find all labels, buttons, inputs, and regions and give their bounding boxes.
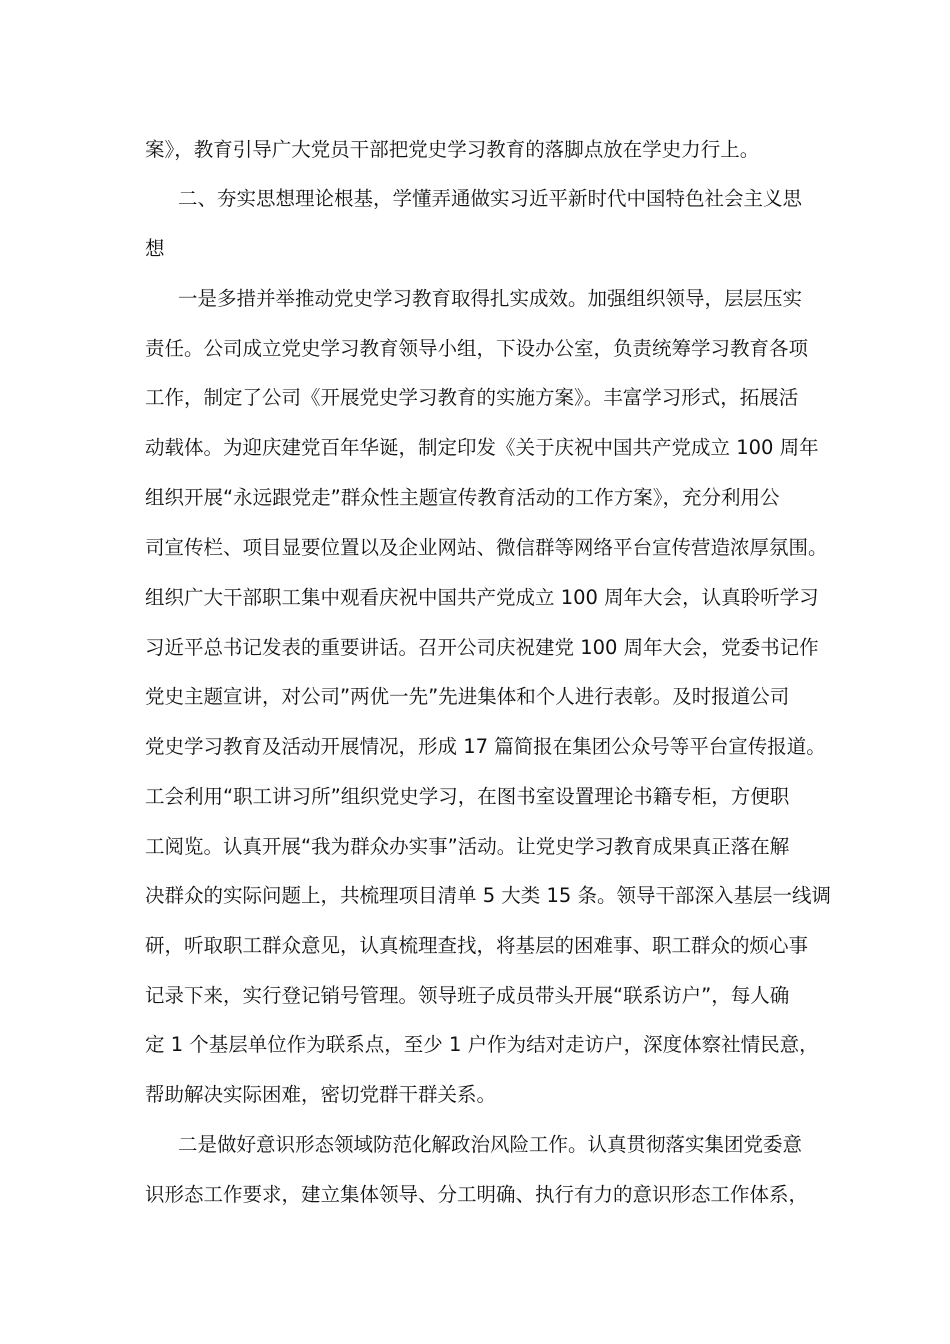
- text-line: 工作，制定了公司《开展党史学习教育的实施方案》。丰富学习形式，拓展活: [145, 386, 799, 409]
- text-line: 司宣传栏、项目显要位置以及企业网站、微信群等网络平台宣传营造浓厚氛围。: [145, 536, 828, 559]
- text-line: 二是做好意识形态领域防范化解政治风险工作。认真贯彻落实集团党委意: [178, 1133, 803, 1156]
- text-line: 党史学习教育及活动开展情况，形成 17 篇简报在集团公众号等平台宣传报道。: [145, 735, 826, 758]
- text-line: 识形态工作要求，建立集体领导、分工明确、执行有力的意识形态工作体系，: [145, 1183, 809, 1206]
- text-line: 研，听取职工群众意见，认真梳理查找，将基层的困难事、职工群众的烦心事: [145, 934, 809, 957]
- text-line: 案》，教育引导广大党员干部把党史学习教育的落脚点放在学史力行上。: [145, 138, 760, 161]
- text-line: 习近平总书记发表的重要讲话。召开公司庆祝建党 100 周年大会，党委书记作: [145, 636, 819, 659]
- text-line: 组织广大干部职工集中观看庆祝中国共产党成立 100 周年大会，认真聆听学习: [145, 586, 819, 609]
- text-line: 想: [145, 237, 165, 260]
- text-line: 工阅览。认真开展“我为群众办实事”活动。让党史学习教育成果真正落在解: [145, 835, 790, 858]
- text-line: 动载体。为迎庆建党百年华诞，制定印发《关于庆祝中国共产党成立 100 周年: [145, 436, 819, 459]
- text-line: 二、夯实思想理论根基，学懂弄通做实习近平新时代中国特色社会主义思: [178, 187, 803, 210]
- text-line: 工会利用“职工讲习所”组织党史学习，在图书室设置理论书籍专柜，方便职: [145, 785, 790, 808]
- text-line: 组织开展“永远跟党走”群众性主题宣传教育活动的工作方案》，充分利用公: [145, 486, 780, 509]
- text-line: 党史主题宣讲，对公司”两优一先”先进集体和个人进行表彰。及时报道公司: [145, 685, 790, 708]
- text-line: 一是多措并举推动党史学习教育取得扎实成效。加强组织领导，层层压实: [178, 287, 803, 310]
- text-line: 责任。公司成立党史学习教育领导小组，下设办公室，负责统筹学习教育各项: [145, 337, 809, 360]
- text-line: 记录下来，实行登记销号管理。领导班子成员带头开展“联系访户”，每人确: [145, 984, 790, 1007]
- text-line: 帮助解决实际困难，密切党群干群关系。: [145, 1083, 497, 1106]
- text-line: 决群众的实际问题上，共梳理项目清单 5 大类 15 条。领导干部深入基层一线调: [145, 884, 832, 907]
- text-line: 定 1 个基层单位作为联系点，至少 1 户作为结对走访户，深度体察社情民意，: [145, 1033, 819, 1056]
